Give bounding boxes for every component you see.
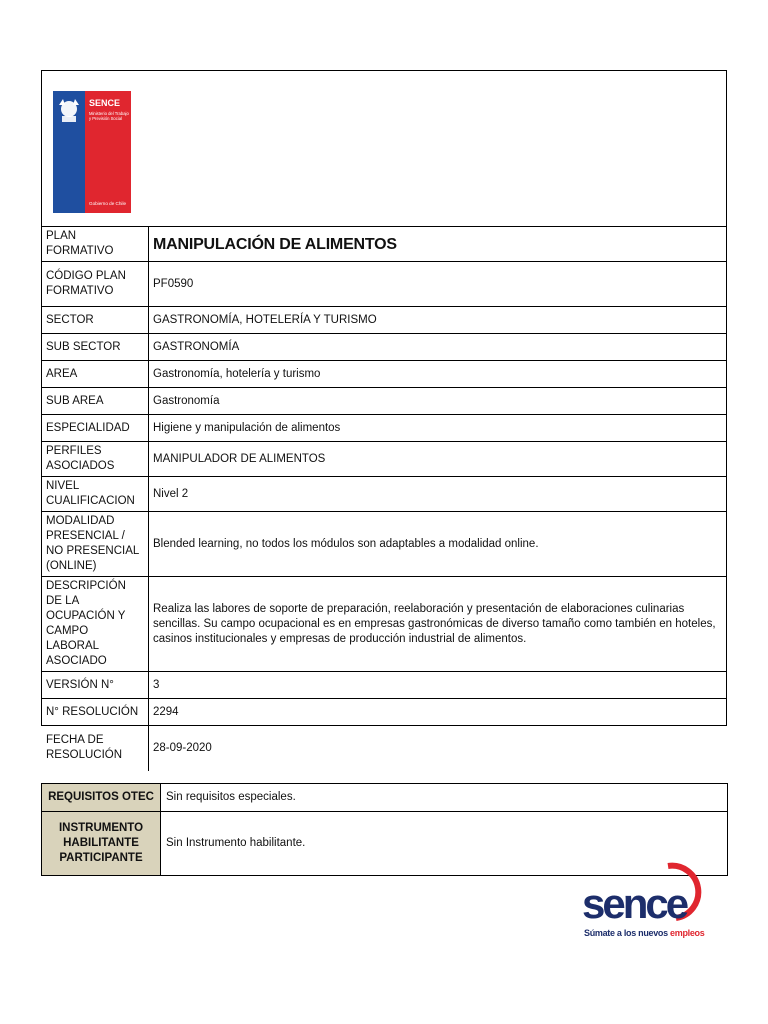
footer-tagline-prefix: Súmate a los nuevos	[584, 928, 671, 938]
detail-row	[42, 388, 726, 415]
sence-government-logo	[53, 91, 131, 213]
detail-label: PERFILES ASOCIADOS	[42, 442, 149, 477]
detail-value: Nivel 2	[149, 477, 727, 512]
footer-tagline	[584, 928, 705, 938]
detail-value: 3	[149, 672, 727, 699]
detail-value: PF0590	[149, 262, 727, 307]
detail-row	[42, 577, 726, 672]
footer-tagline-emphasis: empleos	[670, 928, 705, 938]
requirement-row	[42, 784, 728, 812]
plan-formativo-sheet	[41, 70, 727, 762]
detail-label: VERSIÓN N°	[42, 672, 149, 699]
detail-label: NIVEL CUALIFICACION	[42, 477, 149, 512]
detail-row	[42, 262, 726, 307]
detail-label: ESPECIALIDAD	[42, 415, 149, 442]
detail-value: 28-09-2020	[149, 726, 727, 771]
detail-label: PLAN FORMATIVO	[42, 227, 149, 262]
detail-row	[42, 477, 726, 512]
detail-row	[42, 726, 726, 771]
coat-of-arms-icon	[59, 99, 79, 122]
detail-value: MANIPULADOR DE ALIMENTOS	[149, 442, 727, 477]
plan-details-table	[42, 226, 726, 771]
detail-row	[42, 672, 726, 699]
detail-value: Gastronomía, hotelería y turismo	[149, 361, 727, 388]
plan-title: MANIPULACIÓN DE ALIMENTOS	[149, 227, 727, 262]
detail-value: Gastronomía	[149, 388, 727, 415]
logo-ministry-line-2: y Previsión Social	[89, 116, 123, 121]
requirement-value: Sin Instrumento habilitante.	[161, 812, 728, 876]
detail-label: N° RESOLUCIÓN	[42, 699, 149, 726]
detail-label: DESCRIPCIÓN DE LA OCUPACIÓN Y CAMPO LABORAL ASOCIADO	[42, 577, 149, 672]
detail-label: SUB AREA	[42, 388, 149, 415]
detail-row	[42, 307, 726, 334]
requirement-value: Sin requisitos especiales.	[161, 784, 728, 812]
logo-government-text: Gobierno de Chile	[89, 201, 127, 206]
detail-label: AREA	[42, 361, 149, 388]
detail-row	[42, 227, 726, 262]
detail-value: Blended learning, no todos los módulos son adaptables a modalidad online.	[149, 512, 727, 577]
detail-label: FECHA DE RESOLUCIÓN	[42, 726, 149, 771]
header-logo-area	[42, 71, 726, 226]
requirement-label: INSTRUMENTO HABILITANTE PARTICIPANTE	[42, 812, 161, 876]
detail-label: SECTOR	[42, 307, 149, 334]
detail-label: CÓDIGO PLAN FORMATIVO	[42, 262, 149, 307]
requirement-label: REQUISITOS OTEC	[42, 784, 161, 812]
detail-row	[42, 415, 726, 442]
detail-row	[42, 334, 726, 361]
logo-ministry-line-1: Ministerio del Trabajo	[89, 111, 129, 116]
detail-row	[42, 361, 726, 388]
detail-value: GASTRONOMÍA	[149, 334, 727, 361]
logo-brand-text: SENCE	[89, 98, 121, 108]
sence-footer-logo	[580, 856, 710, 942]
detail-value: 2294	[149, 699, 727, 726]
detail-label: MODALIDAD PRESENCIAL / NO PRESENCIAL (ONLINE)	[42, 512, 149, 577]
footer-brand-text: sence	[582, 880, 687, 927]
detail-label: SUB SECTOR	[42, 334, 149, 361]
detail-value: Higiene y manipulación de alimentos	[149, 415, 727, 442]
detail-value: Realiza las labores de soporte de preparación, reelaboración y presentación de elaboraciones culinarias sencillas. Su campo ocupacional es en empresas gastronómicas de diverso tamaño como también en hoteles, casinos institucionales y empresas de producción industrial de alimentos.	[149, 577, 727, 672]
detail-row	[42, 699, 726, 726]
detail-row	[42, 442, 726, 477]
detail-row	[42, 512, 726, 577]
detail-value: GASTRONOMÍA, HOTELERÍA Y TURISMO	[149, 307, 727, 334]
